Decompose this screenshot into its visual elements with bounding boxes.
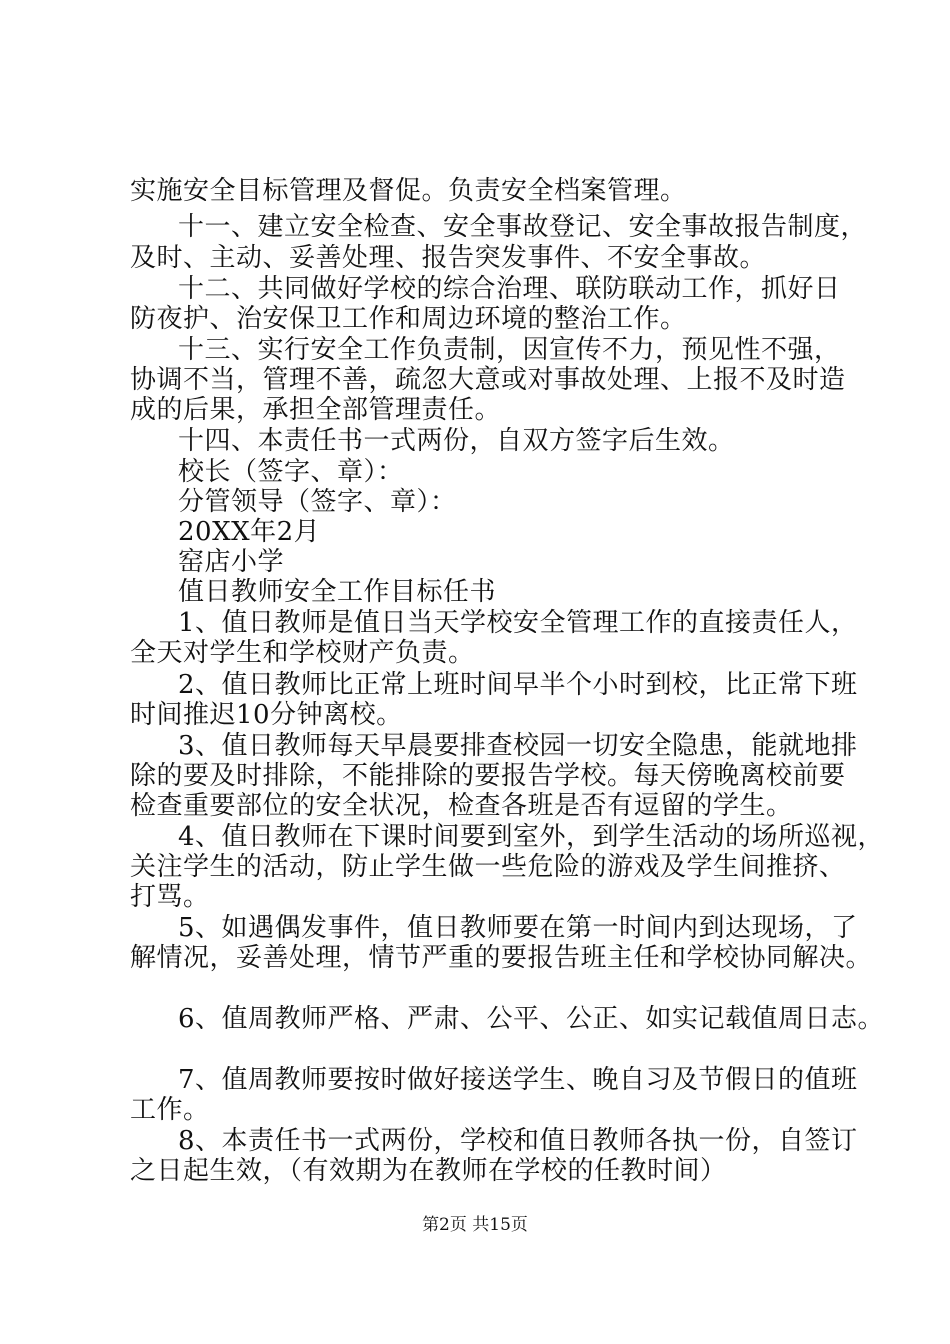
paragraph-line: 工作。 (130, 1095, 210, 1125)
section-title: 值日教师安全工作目标任书 (178, 577, 497, 607)
paragraph-line: 除的要及时排除，不能排除的要报告学校。每天傍晚离校前要 (130, 761, 846, 791)
paragraph-line: 防夜护、治安保卫工作和周边环境的整治工作。 (130, 304, 687, 334)
paragraph-line: 打骂。 (130, 882, 210, 912)
paragraph-line: 全天对学生和学校财产负责。 (130, 638, 475, 668)
paragraph-line: 十二、共同做好学校的综合治理、联防联动工作，抓好日 (178, 274, 841, 304)
paragraph-line: 2、值日教师比正常上班时间早半个小时到校，比正常下班 (178, 670, 858, 700)
paragraph-line: 关注学生的活动，防止学生做一些危险的游戏及学生间推挤、 (130, 852, 846, 882)
paragraph-line: 实施安全目标管理及督促。负责安全档案管理。 (130, 176, 687, 206)
paragraph-line: 4、值日教师在下课时间要到室外，到学生活动的场所巡视， (178, 822, 885, 852)
paragraph-line: 及时、主动、妥善处理、报告突发事件、不安全事故。 (130, 243, 767, 273)
paragraph-line: 十一、建立安全检查、安全事故登记、安全事故报告制度， (178, 212, 868, 242)
paragraph-line: 8、本责任书一式两份，学校和值日教师各执一份，自签订 (178, 1126, 858, 1156)
paragraph-line: 时间推迟10分钟离校。 (130, 700, 403, 730)
paragraph-line: 3、值日教师每天早晨要排查校园一切安全隐患，能就地排 (178, 731, 858, 761)
paragraph-line: 检查重要部位的安全状况，检查各班是否有逗留的学生。 (130, 791, 793, 821)
page-number: 第2页 共15页 (422, 1215, 528, 1235)
paragraph-line: 十四、本责任书一式两份，自双方签字后生效。 (178, 426, 735, 456)
paragraph-line: 7、值周教师要按时做好接送学生、晚自习及节假日的值班 (178, 1065, 858, 1095)
school-name: 窑店小学 (178, 547, 285, 577)
document-date: 20XX年2月 (178, 517, 321, 547)
paragraph-line: 1、值日教师是值日当天学校安全管理工作的直接责任人， (178, 608, 858, 638)
paragraph-line: 5、如遇偶发事件，值日教师要在第一时间内到达现场，了 (178, 913, 858, 943)
paragraph-line: 解情况，妥善处理，情节严重的要报告班主任和学校协同解决。 (130, 943, 873, 973)
signature-label-principal: 校长（签字、章）： (178, 457, 404, 487)
signature-label-supervisor: 分管领导（签字、章）： (178, 487, 457, 517)
paragraph-line: 协调不当，管理不善，疏忽大意或对事故处理、上报不及时造 (130, 365, 846, 395)
paragraph-line: 成的后果，承担全部管理责任。 (130, 395, 502, 425)
paragraph-line: 之日起生效，（有效期为在教师在学校的任教时间） (130, 1156, 727, 1186)
paragraph-line: 十三、实行安全工作负责制，因宣传不力，预见性不强， (178, 335, 841, 365)
paragraph-line: 6、值周教师严格、严肃、公平、公正、如实记载值周日志。 (178, 1004, 885, 1034)
